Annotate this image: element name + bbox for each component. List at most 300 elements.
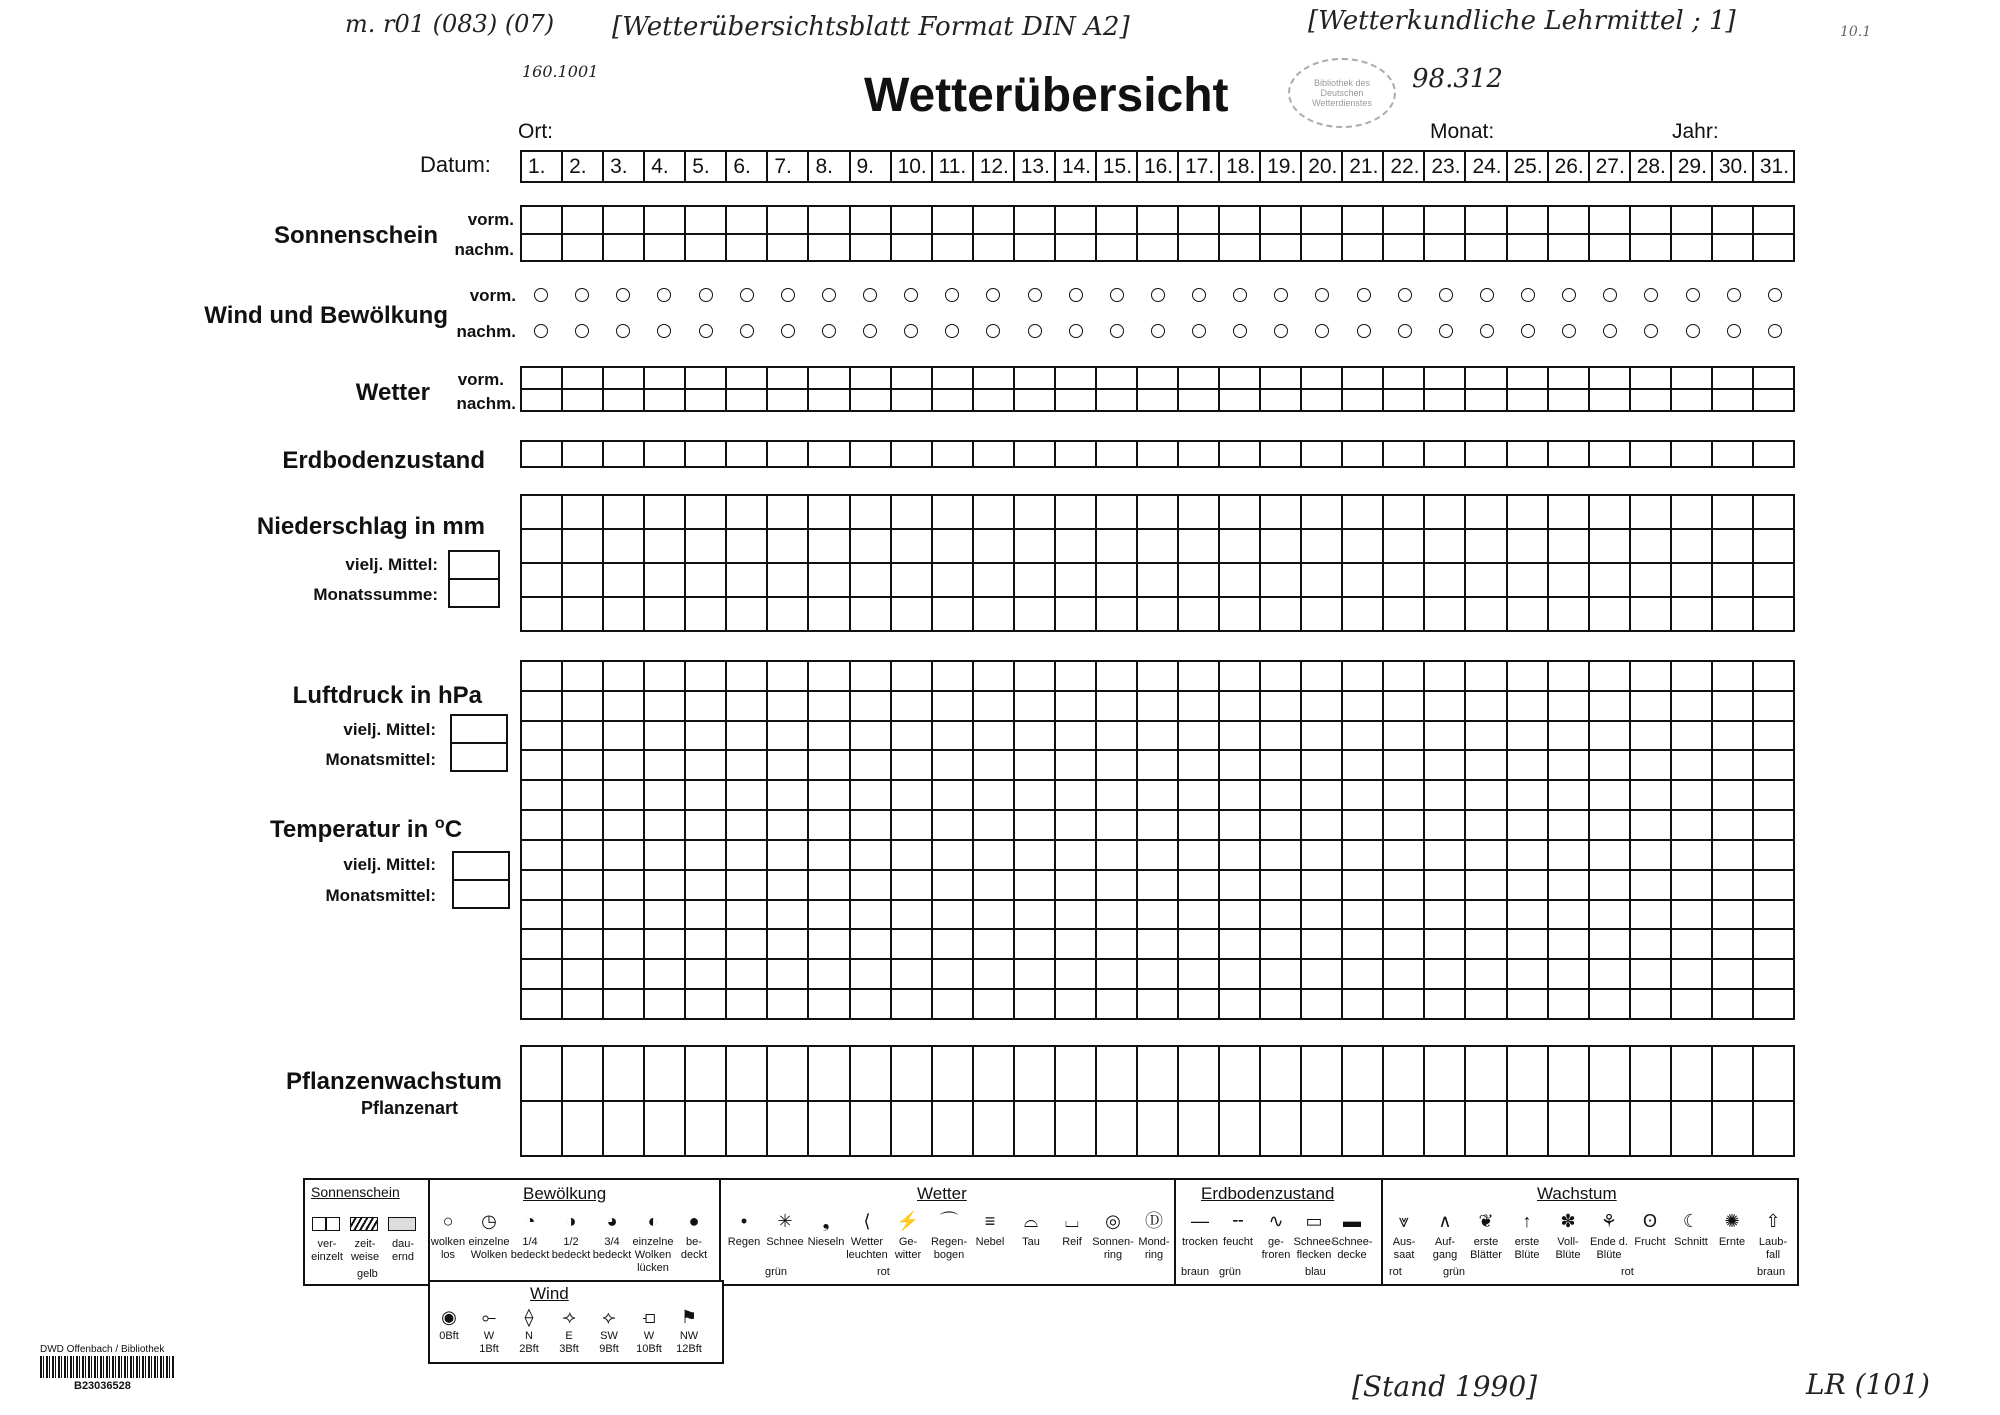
- grid-cell[interactable]: [1383, 691, 1424, 721]
- grid-cell[interactable]: [1465, 367, 1506, 389]
- grid-cell[interactable]: [932, 563, 973, 597]
- grid-cell[interactable]: [1137, 441, 1178, 467]
- grid-cell[interactable]: [1014, 597, 1055, 631]
- grid-cell[interactable]: [1219, 929, 1260, 959]
- grid-cell[interactable]: [973, 495, 1014, 529]
- grid-cell[interactable]: [1589, 989, 1630, 1019]
- grid-cell[interactable]: [891, 495, 932, 529]
- grid-cell[interactable]: [644, 780, 685, 810]
- grid-cell[interactable]: [685, 750, 726, 780]
- grid-cell[interactable]: [850, 870, 891, 900]
- grid-cell[interactable]: [1712, 529, 1753, 563]
- grid-cell[interactable]: [1712, 780, 1753, 810]
- grid-cell[interactable]: [1548, 900, 1589, 930]
- grid-cell[interactable]: [1260, 840, 1301, 870]
- grid-cell[interactable]: [1671, 441, 1712, 467]
- grid-cell[interactable]: [1260, 750, 1301, 780]
- grid-cell[interactable]: [1548, 597, 1589, 631]
- wind-cloud-circle[interactable]: [904, 288, 918, 302]
- grid-cell[interactable]: [726, 367, 767, 389]
- grid-cell[interactable]: [1096, 750, 1137, 780]
- grid-cell[interactable]: [767, 810, 808, 840]
- grid-cell[interactable]: [1589, 234, 1630, 262]
- grid-cell[interactable]: [973, 529, 1014, 563]
- grid-cell[interactable]: [644, 959, 685, 989]
- grid-cell[interactable]: [1671, 750, 1712, 780]
- grid-cell[interactable]: [808, 780, 849, 810]
- grid-cell[interactable]: [1465, 661, 1506, 691]
- grid-cell[interactable]: [973, 563, 1014, 597]
- grid-cell[interactable]: [1301, 929, 1342, 959]
- grid-cell[interactable]: [1507, 441, 1548, 467]
- grid-cell[interactable]: [644, 989, 685, 1019]
- grid-cell[interactable]: [603, 661, 644, 691]
- grid-cell[interactable]: [1424, 721, 1465, 751]
- wind-cloud-circle[interactable]: [657, 324, 671, 338]
- grid-cell[interactable]: [1014, 661, 1055, 691]
- grid-cell[interactable]: [1548, 691, 1589, 721]
- grid-cell[interactable]: [1383, 389, 1424, 411]
- grid-cell[interactable]: [1342, 989, 1383, 1019]
- grid-cell[interactable]: [1712, 597, 1753, 631]
- grid-cell[interactable]: [808, 840, 849, 870]
- grid-cell[interactable]: [521, 597, 562, 631]
- grid-cell[interactable]: [1630, 810, 1671, 840]
- grid-cell[interactable]: [1014, 441, 1055, 467]
- grid-cell[interactable]: [932, 1101, 973, 1156]
- grid-cell[interactable]: [1465, 206, 1506, 234]
- grid-cell[interactable]: [850, 959, 891, 989]
- grid-cell[interactable]: [1424, 870, 1465, 900]
- grid-cell[interactable]: [726, 597, 767, 631]
- grid-cell[interactable]: [521, 389, 562, 411]
- wind-cloud-circle[interactable]: [1151, 288, 1165, 302]
- grid-cell[interactable]: [1301, 1046, 1342, 1101]
- grid-cell[interactable]: [726, 529, 767, 563]
- grid-cell[interactable]: [1178, 529, 1219, 563]
- grid-cell[interactable]: [1465, 1101, 1506, 1156]
- wind-cloud-circle[interactable]: [616, 288, 630, 302]
- grid-cell[interactable]: [891, 389, 932, 411]
- grid-cell[interactable]: [973, 1101, 1014, 1156]
- grid-cell[interactable]: [603, 840, 644, 870]
- grid-cell[interactable]: [767, 389, 808, 411]
- grid-cell[interactable]: [521, 206, 562, 234]
- grid-cell[interactable]: [808, 900, 849, 930]
- grid-cell[interactable]: [521, 563, 562, 597]
- grid-cell[interactable]: [1055, 810, 1096, 840]
- grid-cell[interactable]: [521, 810, 562, 840]
- grid-cell[interactable]: [1630, 691, 1671, 721]
- grid-cell[interactable]: [767, 929, 808, 959]
- grid-cell[interactable]: [1424, 780, 1465, 810]
- grid-cell[interactable]: [767, 870, 808, 900]
- grid-cell[interactable]: [1260, 529, 1301, 563]
- grid-cell[interactable]: [1424, 810, 1465, 840]
- grid-cell[interactable]: [1671, 597, 1712, 631]
- grid-cell[interactable]: [1630, 721, 1671, 751]
- grid-cell[interactable]: [1671, 367, 1712, 389]
- grid-cell[interactable]: [1301, 870, 1342, 900]
- grid-cell[interactable]: [726, 563, 767, 597]
- grid-cell[interactable]: [1137, 691, 1178, 721]
- grid-cell[interactable]: [726, 750, 767, 780]
- grid-cell[interactable]: [1424, 840, 1465, 870]
- grid-cell[interactable]: [1137, 780, 1178, 810]
- grid-cell[interactable]: [562, 870, 603, 900]
- grid-cell[interactable]: [973, 206, 1014, 234]
- luftdruck-monat-box[interactable]: [450, 742, 508, 772]
- grid-cell[interactable]: [1630, 389, 1671, 411]
- grid-cell[interactable]: [1260, 959, 1301, 989]
- grid-cell[interactable]: [1589, 691, 1630, 721]
- grid-cell[interactable]: [1753, 929, 1794, 959]
- grid-cell[interactable]: [726, 900, 767, 930]
- grid-cell[interactable]: [562, 206, 603, 234]
- grid-cell[interactable]: [1219, 750, 1260, 780]
- grid-cell[interactable]: [1137, 389, 1178, 411]
- grid-cell[interactable]: [1301, 959, 1342, 989]
- grid-cell[interactable]: [1465, 989, 1506, 1019]
- grid-cell[interactable]: [1055, 989, 1096, 1019]
- grid-cell[interactable]: [850, 780, 891, 810]
- grid-cell[interactable]: [603, 721, 644, 751]
- grid-cell[interactable]: [1137, 989, 1178, 1019]
- grid-cell[interactable]: [1342, 529, 1383, 563]
- grid-cell[interactable]: [562, 367, 603, 389]
- grid-cell[interactable]: [1178, 597, 1219, 631]
- wind-cloud-circle[interactable]: [657, 288, 671, 302]
- grid-cell[interactable]: [767, 691, 808, 721]
- grid-cell[interactable]: [1630, 495, 1671, 529]
- grid-cell[interactable]: [1383, 989, 1424, 1019]
- grid-cell[interactable]: [521, 959, 562, 989]
- grid-cell[interactable]: [1548, 206, 1589, 234]
- grid-cell[interactable]: [562, 929, 603, 959]
- grid-cell[interactable]: [973, 721, 1014, 751]
- grid-cell[interactable]: [521, 900, 562, 930]
- grid-cell[interactable]: [932, 367, 973, 389]
- grid-cell[interactable]: [1260, 721, 1301, 751]
- wind-cloud-circle[interactable]: [1439, 288, 1453, 302]
- grid-cell[interactable]: [1137, 1101, 1178, 1156]
- grid-cell[interactable]: [1219, 840, 1260, 870]
- grid-cell[interactable]: [1548, 661, 1589, 691]
- wind-cloud-circle[interactable]: [1398, 324, 1412, 338]
- grid-cell[interactable]: [1548, 929, 1589, 959]
- grid-cell[interactable]: [1753, 721, 1794, 751]
- grid-cell[interactable]: [1301, 389, 1342, 411]
- wind-cloud-circle[interactable]: [1398, 288, 1412, 302]
- erdboden-grid[interactable]: [520, 440, 1795, 468]
- grid-cell[interactable]: [1219, 529, 1260, 563]
- grid-cell[interactable]: [1096, 495, 1137, 529]
- grid-cell[interactable]: [1424, 989, 1465, 1019]
- grid-cell[interactable]: [1630, 563, 1671, 597]
- grid-cell[interactable]: [973, 959, 1014, 989]
- grid-cell[interactable]: [1260, 367, 1301, 389]
- grid-cell[interactable]: [1260, 441, 1301, 467]
- grid-cell[interactable]: [850, 661, 891, 691]
- grid-cell[interactable]: [1219, 900, 1260, 930]
- wind-cloud-circle[interactable]: [1768, 288, 1782, 302]
- grid-cell[interactable]: [1712, 661, 1753, 691]
- grid-cell[interactable]: [1753, 661, 1794, 691]
- grid-cell[interactable]: [1342, 1101, 1383, 1156]
- grid-cell[interactable]: [644, 1101, 685, 1156]
- grid-cell[interactable]: [1342, 721, 1383, 751]
- grid-cell[interactable]: [973, 441, 1014, 467]
- grid-cell[interactable]: [1589, 900, 1630, 930]
- grid-cell[interactable]: [1548, 721, 1589, 751]
- grid-cell[interactable]: [808, 206, 849, 234]
- grid-cell[interactable]: [1424, 750, 1465, 780]
- grid-cell[interactable]: [1014, 870, 1055, 900]
- grid-cell[interactable]: [1671, 989, 1712, 1019]
- grid-cell[interactable]: [685, 929, 726, 959]
- grid-cell[interactable]: [1301, 529, 1342, 563]
- grid-cell[interactable]: [1507, 929, 1548, 959]
- grid-cell[interactable]: [1055, 780, 1096, 810]
- grid-cell[interactable]: [1507, 389, 1548, 411]
- grid-cell[interactable]: [1260, 810, 1301, 840]
- grid-cell[interactable]: [521, 721, 562, 751]
- grid-cell[interactable]: [1137, 206, 1178, 234]
- grid-cell[interactable]: [1589, 597, 1630, 631]
- grid-cell[interactable]: [1260, 206, 1301, 234]
- grid-cell[interactable]: [1178, 900, 1219, 930]
- grid-cell[interactable]: [1671, 661, 1712, 691]
- grid-cell[interactable]: [891, 929, 932, 959]
- grid-cell[interactable]: [932, 234, 973, 262]
- grid-cell[interactable]: [932, 389, 973, 411]
- grid-cell[interactable]: [1014, 234, 1055, 262]
- wind-cloud-circle[interactable]: [986, 288, 1000, 302]
- grid-cell[interactable]: [685, 721, 726, 751]
- grid-cell[interactable]: [1055, 900, 1096, 930]
- grid-cell[interactable]: [1712, 840, 1753, 870]
- wind-cloud-circle[interactable]: [1686, 288, 1700, 302]
- grid-cell[interactable]: [1753, 529, 1794, 563]
- grid-cell[interactable]: [1055, 367, 1096, 389]
- grid-cell[interactable]: [767, 234, 808, 262]
- grid-cell[interactable]: [1671, 929, 1712, 959]
- grid-cell[interactable]: [644, 929, 685, 959]
- grid-cell[interactable]: [767, 495, 808, 529]
- grid-cell[interactable]: [1096, 441, 1137, 467]
- wind-cloud-circle[interactable]: [822, 288, 836, 302]
- grid-cell[interactable]: [850, 1101, 891, 1156]
- grid-cell[interactable]: [1753, 750, 1794, 780]
- grid-cell[interactable]: [1465, 597, 1506, 631]
- grid-cell[interactable]: [726, 389, 767, 411]
- grid-cell[interactable]: [562, 661, 603, 691]
- grid-cell[interactable]: [1548, 367, 1589, 389]
- grid-cell[interactable]: [1014, 206, 1055, 234]
- grid-cell[interactable]: [1424, 234, 1465, 262]
- grid-cell[interactable]: [1055, 597, 1096, 631]
- grid-cell[interactable]: [1630, 1046, 1671, 1101]
- wind-cloud-circle[interactable]: [1357, 324, 1371, 338]
- grid-cell[interactable]: [1014, 840, 1055, 870]
- grid-cell[interactable]: [1507, 750, 1548, 780]
- grid-cell[interactable]: [1096, 1101, 1137, 1156]
- grid-cell[interactable]: [603, 563, 644, 597]
- wind-cloud-circle[interactable]: [1233, 324, 1247, 338]
- grid-cell[interactable]: [973, 780, 1014, 810]
- grid-cell[interactable]: [1589, 840, 1630, 870]
- grid-cell[interactable]: [1342, 661, 1383, 691]
- grid-cell[interactable]: [562, 750, 603, 780]
- grid-cell[interactable]: [1671, 529, 1712, 563]
- grid-cell[interactable]: [1137, 495, 1178, 529]
- grid-cell[interactable]: [1014, 389, 1055, 411]
- grid-cell[interactable]: [685, 661, 726, 691]
- grid-cell[interactable]: [644, 234, 685, 262]
- grid-cell[interactable]: [1178, 929, 1219, 959]
- grid-cell[interactable]: [603, 234, 644, 262]
- grid-cell[interactable]: [1671, 900, 1712, 930]
- grid-cell[interactable]: [1383, 529, 1424, 563]
- wind-cloud-circle[interactable]: [575, 288, 589, 302]
- grid-cell[interactable]: [562, 900, 603, 930]
- grid-cell[interactable]: [850, 441, 891, 467]
- grid-cell[interactable]: [1219, 441, 1260, 467]
- grid-cell[interactable]: [1712, 495, 1753, 529]
- wind-cloud-circle[interactable]: [1274, 324, 1288, 338]
- grid-cell[interactable]: [1301, 206, 1342, 234]
- wind-cloud-circle[interactable]: [534, 288, 548, 302]
- grid-cell[interactable]: [973, 661, 1014, 691]
- grid-cell[interactable]: [973, 367, 1014, 389]
- grid-cell[interactable]: [1424, 441, 1465, 467]
- grid-cell[interactable]: [1178, 1101, 1219, 1156]
- grid-cell[interactable]: [1548, 1101, 1589, 1156]
- grid-cell[interactable]: [850, 989, 891, 1019]
- wind-cloud-circle[interactable]: [1357, 288, 1371, 302]
- grid-cell[interactable]: [1014, 780, 1055, 810]
- grid-cell[interactable]: [1383, 840, 1424, 870]
- grid-cell[interactable]: [1753, 1046, 1794, 1101]
- grid-cell[interactable]: [767, 959, 808, 989]
- wind-cloud-circle[interactable]: [575, 324, 589, 338]
- grid-cell[interactable]: [685, 780, 726, 810]
- grid-cell[interactable]: [1424, 389, 1465, 411]
- grid-cell[interactable]: [726, 959, 767, 989]
- grid-cell[interactable]: [603, 750, 644, 780]
- grid-cell[interactable]: [1630, 367, 1671, 389]
- grid-cell[interactable]: [1589, 367, 1630, 389]
- grid-cell[interactable]: [685, 840, 726, 870]
- grid-cell[interactable]: [1137, 959, 1178, 989]
- grid-cell[interactable]: [1178, 721, 1219, 751]
- grid-cell[interactable]: [1630, 1101, 1671, 1156]
- grid-cell[interactable]: [726, 840, 767, 870]
- grid-cell[interactable]: [1548, 441, 1589, 467]
- wind-cloud-circle[interactable]: [740, 324, 754, 338]
- grid-cell[interactable]: [1753, 234, 1794, 262]
- grid-cell[interactable]: [726, 495, 767, 529]
- grid-cell[interactable]: [726, 870, 767, 900]
- grid-cell[interactable]: [1219, 495, 1260, 529]
- grid-cell[interactable]: [1342, 367, 1383, 389]
- grid-cell[interactable]: [1424, 563, 1465, 597]
- grid-cell[interactable]: [1589, 780, 1630, 810]
- grid-cell[interactable]: [1178, 1046, 1219, 1101]
- grid-cell[interactable]: [767, 661, 808, 691]
- grid-cell[interactable]: [521, 367, 562, 389]
- grid-cell[interactable]: [1589, 661, 1630, 691]
- grid-cell[interactable]: [932, 661, 973, 691]
- grid-cell[interactable]: [1219, 691, 1260, 721]
- grid-cell[interactable]: [1753, 691, 1794, 721]
- grid-cell[interactable]: [1014, 810, 1055, 840]
- grid-cell[interactable]: [1671, 563, 1712, 597]
- grid-cell[interactable]: [891, 597, 932, 631]
- grid-cell[interactable]: [603, 1101, 644, 1156]
- grid-cell[interactable]: [1589, 441, 1630, 467]
- grid-cell[interactable]: [1014, 563, 1055, 597]
- grid-cell[interactable]: [932, 959, 973, 989]
- grid-cell[interactable]: [603, 529, 644, 563]
- grid-cell[interactable]: [1096, 780, 1137, 810]
- grid-cell[interactable]: [891, 989, 932, 1019]
- grid-cell[interactable]: [1465, 563, 1506, 597]
- grid-cell[interactable]: [1055, 750, 1096, 780]
- grid-cell[interactable]: [726, 780, 767, 810]
- niederschlag-mittel-box[interactable]: [448, 550, 500, 580]
- grid-cell[interactable]: [1096, 989, 1137, 1019]
- grid-cell[interactable]: [644, 367, 685, 389]
- grid-cell[interactable]: [1342, 691, 1383, 721]
- grid-cell[interactable]: [521, 1046, 562, 1101]
- grid-cell[interactable]: [808, 810, 849, 840]
- grid-cell[interactable]: [1342, 959, 1383, 989]
- grid-cell[interactable]: [1383, 563, 1424, 597]
- grid-cell[interactable]: [1137, 529, 1178, 563]
- grid-cell[interactable]: [1548, 870, 1589, 900]
- grid-cell[interactable]: [1548, 840, 1589, 870]
- grid-cell[interactable]: [1178, 840, 1219, 870]
- grid-cell[interactable]: [1630, 840, 1671, 870]
- grid-cell[interactable]: [1055, 563, 1096, 597]
- grid-cell[interactable]: [1589, 721, 1630, 751]
- grid-cell[interactable]: [1383, 750, 1424, 780]
- grid-cell[interactable]: [1589, 206, 1630, 234]
- grid-cell[interactable]: [562, 1101, 603, 1156]
- grid-cell[interactable]: [1055, 495, 1096, 529]
- grid-cell[interactable]: [891, 1101, 932, 1156]
- grid-cell[interactable]: [1301, 367, 1342, 389]
- grid-cell[interactable]: [1096, 840, 1137, 870]
- grid-cell[interactable]: [1219, 367, 1260, 389]
- grid-cell[interactable]: [808, 721, 849, 751]
- grid-cell[interactable]: [1507, 900, 1548, 930]
- grid-cell[interactable]: [891, 750, 932, 780]
- grid-cell[interactable]: [850, 1046, 891, 1101]
- grid-cell[interactable]: [603, 691, 644, 721]
- grid-cell[interactable]: [521, 750, 562, 780]
- grid-cell[interactable]: [808, 959, 849, 989]
- grid-cell[interactable]: [1178, 563, 1219, 597]
- grid-cell[interactable]: [808, 929, 849, 959]
- grid-cell[interactable]: [1630, 870, 1671, 900]
- grid-cell[interactable]: [1507, 1046, 1548, 1101]
- grid-cell[interactable]: [1014, 721, 1055, 751]
- grid-cell[interactable]: [891, 810, 932, 840]
- wind-cloud-circle[interactable]: [1110, 324, 1124, 338]
- grid-cell[interactable]: [891, 367, 932, 389]
